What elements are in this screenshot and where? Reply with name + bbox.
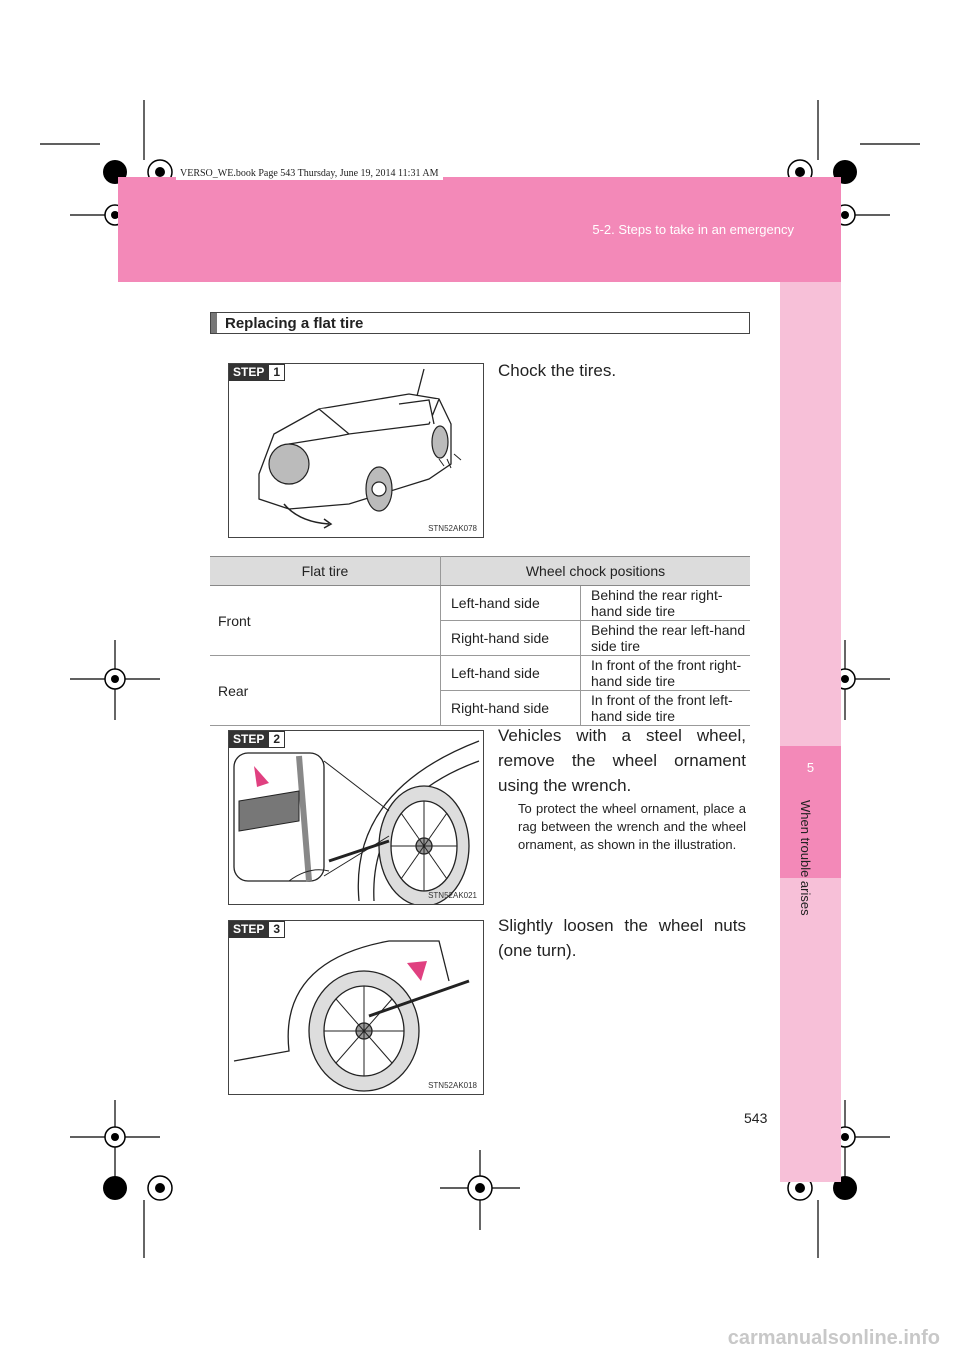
table-cell-side: Left-hand side [441,586,581,621]
figure-code: STN52AK021 [428,891,477,900]
table-cell-position: Behind the rear left-hand side tire [581,621,751,656]
table-row [210,586,750,621]
wheel-chock-table [210,556,750,726]
table-cell-side: Right-hand side [441,621,581,656]
figure-code: STN52AK078 [428,524,477,533]
footer-watermark: carmanualsonline.info [727,1327,940,1349]
step-1-badge [229,364,285,381]
table-cell-side: Left-hand side [441,656,581,691]
page-number: 543 [744,1110,768,1126]
wheel-nuts-illustration [229,921,483,1094]
step-3-badge [229,921,285,938]
wheel-ornament-illustration [229,731,483,904]
subtitle-bar [210,312,750,334]
step-label: STEP [229,731,268,748]
chapter-label: When trouble arises [798,800,813,916]
group-front: Front [210,586,441,656]
table-header-flat-tire: Flat tire [210,557,441,586]
subtitle-text: Replacing a flat tire [225,315,364,332]
step-number: 3 [268,921,285,938]
subtitle-marker [211,313,217,333]
group-rear: Rear [210,656,441,726]
figure-code: STN52AK018 [428,1081,477,1090]
table-cell-position: In front of the front left-hand side tire [581,691,751,726]
step-1-text: Chock the tires. [498,361,617,380]
book-stamp: VERSO_WE.book Page 543 Thursday, June 19, 2014 11:31 AM [176,167,443,180]
step-2-note: To protect the wheel ornament, place a rag between the wrench and the wheel ornament, as shown in the illustration. [518,801,746,852]
table-cell-position: Behind the rear right-hand side tire [581,586,751,621]
step-2-badge [229,731,285,748]
chapter-number: 5 [806,760,815,775]
table-cell-position: In front of the front right-hand side tire [581,656,751,691]
step-2-figure [228,730,484,905]
step-label: STEP [229,364,268,381]
step-label: STEP [229,921,268,938]
step-3-text: Slightly loosen the wheel nuts (one turn). [498,916,746,960]
step-number: 2 [268,731,285,748]
table-cell-side: Right-hand side [441,691,581,726]
table-row [210,656,750,691]
step-number: 1 [268,364,285,381]
section-title: 5-2. Steps to take in an emergency [592,222,794,237]
car-illustration [229,364,483,537]
step-1-figure [228,363,484,538]
step-2-text: Vehicles with a steel wheel, remove the wheel ornament using the wrench. [498,726,746,795]
side-tab [780,282,841,1182]
step-3-figure [228,920,484,1095]
table-header-chock-positions: Wheel chock positions [441,557,751,586]
